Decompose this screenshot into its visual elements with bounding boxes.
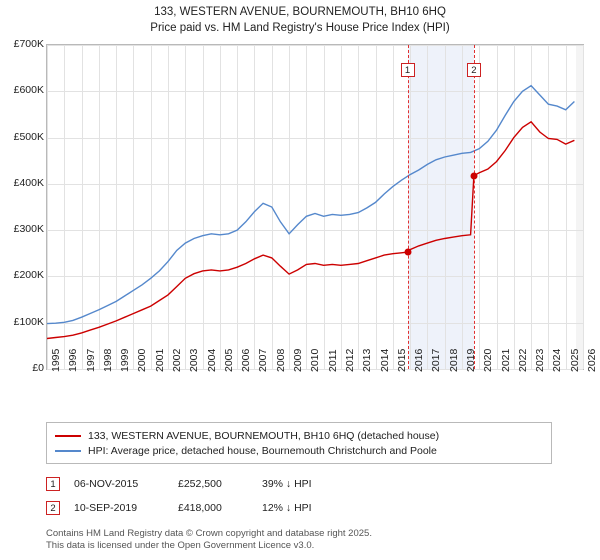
event-date-2: 10-SEP-2019	[74, 502, 138, 514]
event-delta-2: 12% ↓ HPI	[262, 502, 312, 514]
x-axis-tick-label: 1996	[67, 348, 80, 372]
legend-label-hpi: HPI: Average price, detached house, Bournemouth Christchurch and Poole	[88, 444, 437, 457]
series-line	[47, 122, 574, 339]
y-axis-tick-label: £400K	[13, 176, 44, 189]
x-axis-tick-label: 2009	[292, 348, 305, 372]
x-axis-tick-label: 2026	[586, 348, 598, 372]
y-axis-tick-label: £500K	[13, 130, 44, 143]
x-axis-tick-label: 2021	[499, 348, 512, 372]
event-marker-line	[408, 45, 410, 369]
footer-attribution	[46, 528, 586, 552]
event-marker-label: 1	[401, 63, 415, 77]
x-axis-tick-label: 2025	[568, 348, 581, 372]
x-axis-tick-label: 2014	[378, 348, 391, 372]
page-title	[0, 4, 600, 36]
x-axis-tick-label: 2024	[551, 348, 564, 372]
event-table	[46, 472, 552, 520]
x-axis-tick-label: 2023	[534, 348, 547, 372]
x-axis-tick-label: 2008	[274, 348, 287, 372]
x-axis-tick-label: 2016	[413, 348, 426, 372]
sale-point-marker	[470, 172, 477, 179]
x-axis-tick-label: 2013	[361, 348, 374, 372]
event-marker-1: 1	[46, 477, 60, 491]
y-axis-tick-label: £300K	[13, 223, 44, 236]
event-marker-line	[474, 45, 476, 369]
event-marker-label: 2	[467, 63, 481, 77]
x-axis-tick-label: 2011	[326, 349, 339, 372]
x-axis-tick-label: 2000	[136, 348, 149, 372]
chart-legend	[46, 422, 552, 464]
x-axis-tick-label: 2019	[464, 348, 477, 372]
footer-line-1: Contains HM Land Registry data © Crown copyright and database right 2025.	[46, 528, 372, 539]
table-row	[46, 472, 552, 496]
event-price-2: £418,000	[178, 502, 222, 514]
legend-item	[55, 443, 543, 458]
x-axis-tick-label: 2005	[222, 348, 235, 372]
title-line-1: 133, WESTERN AVENUE, BOURNEMOUTH, BH10 6HQ	[154, 6, 446, 18]
x-axis-tick-label: 2006	[240, 348, 253, 372]
legend-item	[55, 428, 543, 443]
x-axis-tick-label: 2022	[516, 348, 529, 372]
x-axis-tick-label: 2018	[447, 348, 460, 372]
event-marker-2: 2	[46, 501, 60, 515]
x-axis-tick-label: 2007	[257, 348, 270, 372]
series-line	[47, 86, 574, 324]
event-price-1: £252,500	[178, 478, 222, 490]
y-axis-tick-label: £200K	[13, 269, 44, 282]
x-axis-tick-label: 2001	[153, 348, 166, 372]
x-axis-tick-label: 2015	[395, 348, 408, 372]
y-axis-tick-label: £100K	[13, 315, 44, 328]
y-axis-tick-label: £600K	[13, 84, 44, 97]
x-axis-tick-label: 1995	[50, 348, 62, 372]
x-axis-tick-label: 1998	[101, 348, 114, 372]
chart-plot-area	[46, 44, 584, 370]
x-axis-tick-label: 1999	[119, 348, 132, 372]
title-line-2: Price paid vs. HM Land Registry's House Price Index (HPI)	[150, 22, 450, 34]
event-delta-1: 39% ↓ HPI	[262, 478, 312, 490]
footer-line-2: This data is licensed under the Open Government Licence v3.0.	[46, 540, 315, 551]
x-axis-tick-label: 2012	[343, 348, 356, 372]
x-axis-tick-label: 2010	[309, 348, 322, 372]
legend-label-property: 133, WESTERN AVENUE, BOURNEMOUTH, BH10 6HQ (detached house)	[88, 429, 440, 442]
y-axis-tick-label: £0	[32, 362, 44, 374]
table-row	[46, 496, 552, 520]
x-axis-tick-label: 2003	[188, 348, 201, 372]
y-axis-tick-label: £700K	[13, 38, 44, 50]
x-axis-tick-label: 2002	[171, 348, 184, 372]
x-axis-tick-label: 1997	[84, 348, 97, 372]
gridline-vertical	[583, 45, 584, 369]
event-date-1: 06-NOV-2015	[74, 478, 139, 490]
legend-swatch-property	[55, 435, 81, 437]
x-axis-tick-label: 2004	[205, 348, 218, 372]
x-axis-tick-label: 2020	[482, 348, 495, 372]
legend-swatch-hpi	[55, 450, 81, 452]
sale-point-marker	[404, 249, 411, 256]
x-axis-tick-label: 2017	[430, 348, 443, 372]
series-canvas	[47, 45, 583, 369]
